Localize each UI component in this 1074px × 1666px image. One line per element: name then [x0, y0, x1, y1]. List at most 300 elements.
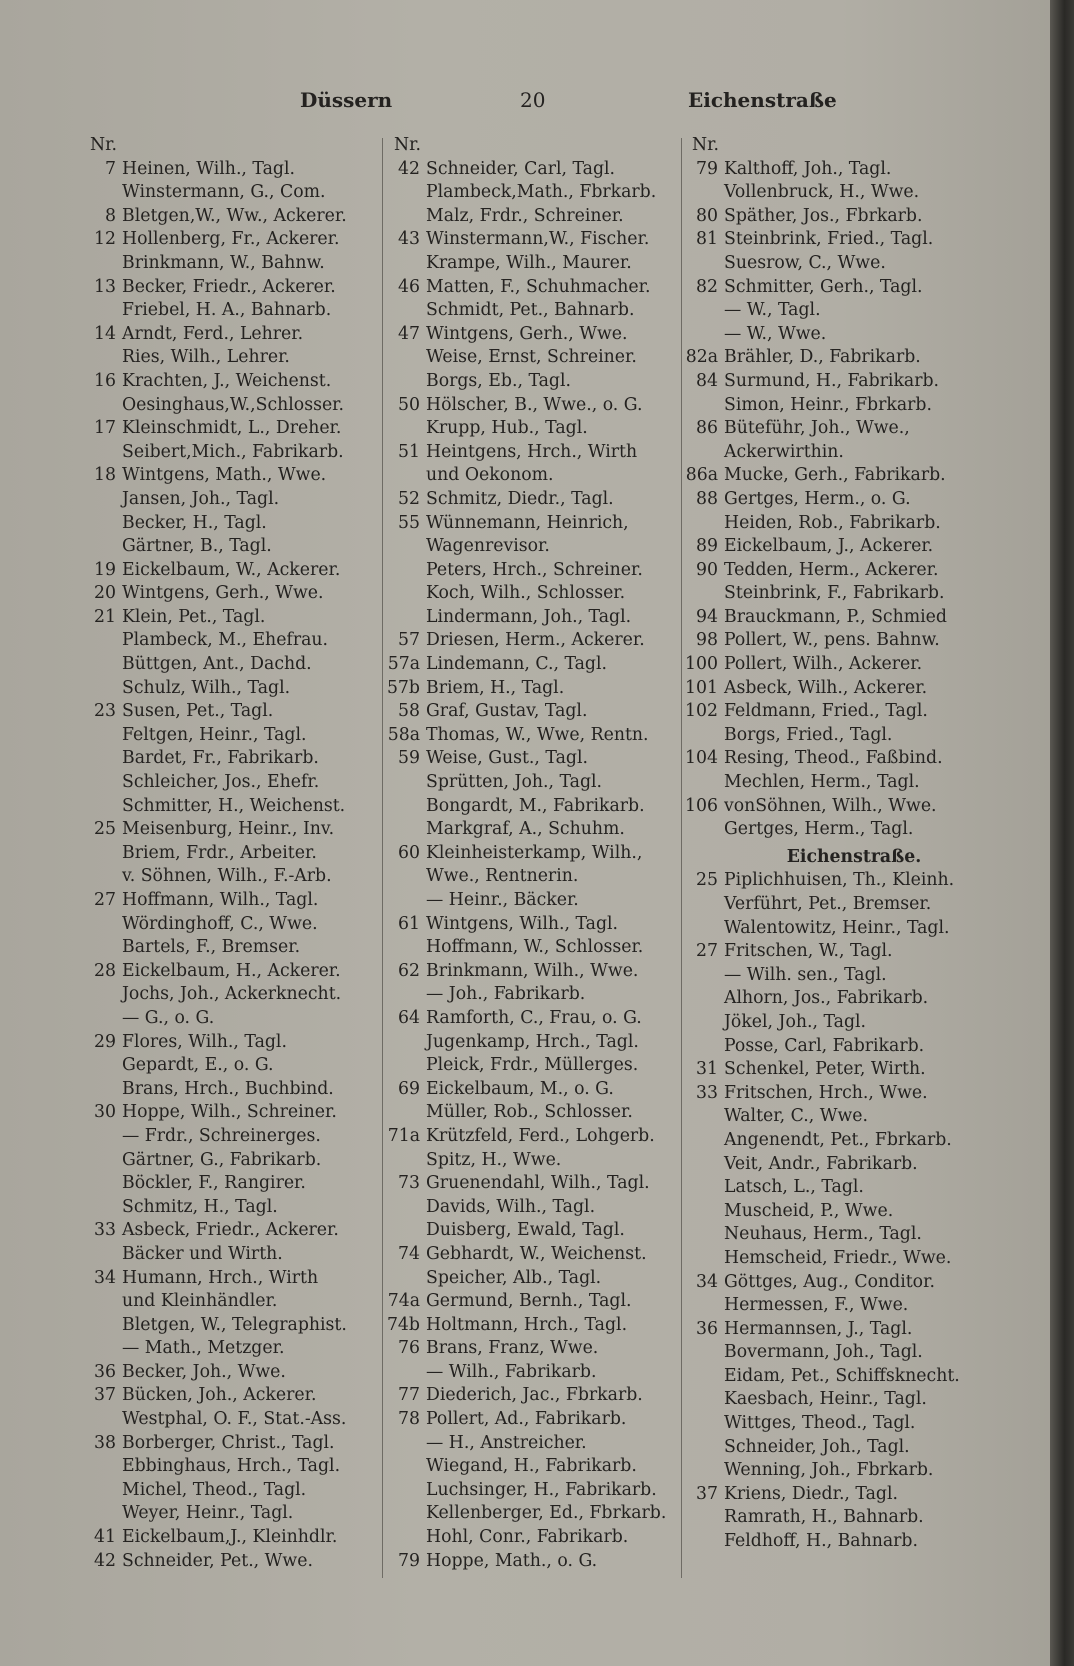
directory-entry [386, 1243, 686, 1267]
resident-entry: Becker, H., Tagl. [122, 512, 267, 533]
resident-entry: Mechlen, Herm., Tagl. [724, 772, 920, 793]
directory-entry [82, 299, 382, 323]
directory-entry [82, 1243, 382, 1267]
house-number: 19 [94, 559, 116, 580]
resident-entry: Winstermann, G., Com. [122, 182, 326, 203]
directory-entry [684, 747, 984, 771]
resident-entry: Latsch, L., Tagl. [724, 1177, 864, 1198]
directory-entry [386, 936, 686, 960]
resident-entry: Pollert, Ad., Fabrikarb. [426, 1409, 627, 1430]
directory-entry [82, 441, 382, 465]
resident-entry: Brans, Franz, Wwe. [426, 1338, 599, 1359]
directory-entry [386, 1101, 686, 1125]
resident-entry: Hohl, Conr., Fabrikarb. [426, 1527, 629, 1548]
directory-entry [386, 724, 686, 748]
house-number: 81 [696, 229, 718, 250]
directory-entry [386, 606, 686, 630]
directory-entry [684, 1129, 984, 1153]
resident-entry: Bücken, Joh., Ackerer. [122, 1385, 317, 1406]
directory-entry [82, 370, 382, 394]
resident-entry: Eickelbaum, H., Ackerer. [122, 960, 341, 981]
directory-entry [684, 818, 984, 842]
directory-entry [82, 795, 382, 819]
house-number: 21 [94, 606, 116, 627]
directory-entry [386, 1172, 686, 1196]
directory-entry [684, 917, 984, 941]
resident-entry: Späther, Jos., Fbrkarb. [724, 205, 923, 226]
house-number: 90 [696, 559, 718, 580]
resident-entry: Matten, F., Schuhmacher. [426, 276, 651, 297]
directory-entry [684, 724, 984, 748]
directory-entry [684, 1058, 984, 1082]
directory-entry [386, 1526, 686, 1550]
house-number: 76 [398, 1338, 420, 1359]
directory-entry [684, 346, 984, 370]
directory-entry [386, 205, 686, 229]
directory-entry [386, 417, 686, 441]
directory-entry [684, 653, 984, 677]
resident-entry: Bletgen,W., Ww., Ackerer. [122, 205, 347, 226]
directory-entry [386, 370, 686, 394]
house-number: 77 [398, 1385, 420, 1406]
entry-list [684, 869, 984, 1553]
resident-entry: — Math., Metzger. [122, 1338, 285, 1359]
resident-entry: Büttgen, Ant., Dachd. [122, 654, 312, 675]
directory-entry [386, 700, 686, 724]
directory-entry [684, 1011, 984, 1035]
house-number: 57 [398, 630, 420, 651]
directory-entry [684, 1247, 984, 1271]
house-number: 74a [387, 1291, 420, 1312]
resident-entry: Diederich, Jac., Fbrkarb. [426, 1385, 643, 1406]
resident-entry: Hermannsen, J., Tagl. [724, 1318, 913, 1339]
resident-entry: Speicher, Alb., Tagl. [426, 1267, 602, 1288]
resident-entry: Friebel, H. A., Bahnarb. [122, 300, 332, 321]
house-number: 100 [685, 654, 718, 675]
directory-entry [386, 441, 686, 465]
resident-entry: Luchsinger, H., Fabrikarb. [426, 1479, 657, 1500]
directory-entry [82, 1007, 382, 1031]
resident-entry: Wördinghoff, C., Wwe. [122, 913, 318, 934]
resident-entry: Graf, Gustav, Tagl. [426, 701, 588, 722]
resident-entry: Krützfeld, Ferd., Lohgerb. [426, 1125, 655, 1146]
directory-entry [684, 1459, 984, 1483]
directory-entry [386, 1502, 686, 1526]
directory-entry [82, 488, 382, 512]
resident-entry: Muscheid, P., Wwe. [724, 1200, 894, 1221]
column-divider [382, 138, 383, 1578]
resident-entry: Brauckmann, P., Schmied [724, 606, 947, 627]
resident-entry: Gruenendahl, Wilh., Tagl. [426, 1173, 650, 1194]
directory-entry [386, 464, 686, 488]
directory-entry [82, 629, 382, 653]
house-number: 25 [94, 819, 116, 840]
directory-entry [82, 228, 382, 252]
resident-entry: Plambeck, M., Ehefrau. [122, 630, 328, 651]
directory-entry [684, 441, 984, 465]
directory-entry [82, 1172, 382, 1196]
directory-entry [386, 771, 686, 795]
directory-entry [684, 181, 984, 205]
directory-entry [82, 535, 382, 559]
resident-entry: Verführt, Pet., Bremser. [724, 894, 932, 914]
directory-entry [684, 1341, 984, 1365]
house-number: 52 [398, 488, 420, 509]
directory-entry [386, 1314, 686, 1338]
directory-entry [386, 1031, 686, 1055]
directory-entry [82, 747, 382, 771]
house-number: 82a [685, 347, 718, 368]
directory-entry [684, 1271, 984, 1295]
house-number: 104 [685, 748, 718, 769]
resident-entry: Jugenkamp, Hrch., Tagl. [426, 1031, 639, 1052]
directory-entry [82, 1432, 382, 1456]
resident-entry: Bovermann, Joh., Tagl. [724, 1342, 923, 1363]
directory-entry [82, 323, 382, 347]
resident-entry: Asbeck, Wilh., Ackerer. [724, 677, 928, 698]
house-number: 82 [696, 276, 718, 297]
house-number: 51 [398, 441, 420, 462]
resident-entry: Simon, Heinr., Fbrkarb. [724, 394, 932, 415]
page-edge [1050, 0, 1074, 1666]
resident-entry: Schneider, Pet., Wwe. [122, 1550, 313, 1571]
directory-entry [684, 795, 984, 819]
house-number: 37 [696, 1483, 718, 1504]
directory-entry [684, 869, 984, 893]
house-number: 61 [398, 913, 420, 934]
resident-entry: Gärtner, B., Tagl. [122, 536, 272, 557]
resident-entry: Kellenberger, Ed., Fbrkarb. [426, 1503, 667, 1524]
house-number: 36 [94, 1361, 116, 1382]
resident-entry: Michel, Theod., Tagl. [122, 1479, 307, 1500]
directory-entry [386, 1078, 686, 1102]
directory-entry [386, 960, 686, 984]
house-number: 79 [398, 1550, 420, 1571]
resident-entry: Oesinghaus,W.,Schlosser. [122, 394, 345, 415]
directory-entry [386, 1196, 686, 1220]
resident-entry: Bartels, F., Bremser. [122, 937, 301, 958]
resident-entry: Bongardt, M., Fabrikarb. [426, 795, 645, 816]
resident-entry: Wünnemann, Heinrich, [426, 512, 629, 533]
directory-entry [82, 1290, 382, 1314]
directory-entry [386, 535, 686, 559]
resident-entry: Hoffmann, W., Schlosser. [426, 937, 644, 958]
house-number: 33 [94, 1220, 116, 1241]
column-3 [684, 134, 984, 1554]
house-number: 84 [696, 370, 718, 391]
resident-entry: Brinkmann, Wilh., Wwe. [426, 960, 639, 981]
house-number: 7 [105, 158, 116, 179]
resident-entry: — Heinr., Bäcker. [426, 890, 579, 910]
house-number: 46 [398, 276, 420, 297]
directory-entry [386, 1384, 686, 1408]
directory-entry [386, 889, 686, 913]
directory-entry [386, 747, 686, 771]
resident-entry: und Oekonom. [426, 465, 554, 486]
entry-list [684, 158, 984, 842]
resident-entry: — Wilh., Fabrikarb. [426, 1361, 597, 1382]
resident-entry: Wiegand, H., Fabrikarb. [426, 1456, 637, 1477]
column-2 [386, 134, 686, 1573]
directory-entry [386, 323, 686, 347]
resident-entry: Jochs, Joh., Ackerknecht. [122, 984, 342, 1005]
entry-list [386, 158, 686, 1574]
house-number: 79 [696, 158, 718, 179]
resident-entry: Winstermann,W., Fischer. [426, 229, 650, 250]
house-number: 38 [94, 1432, 116, 1453]
column-head: Nr. [90, 135, 117, 155]
directory-entry [82, 1267, 382, 1291]
directory-entry [684, 771, 984, 795]
resident-entry: Feldhoff, H., Bahnarb. [724, 1531, 918, 1552]
directory-entry [82, 1526, 382, 1550]
resident-entry: Flores, Wilh., Tagl. [122, 1031, 287, 1052]
resident-entry: — W., Tagl. [724, 300, 821, 321]
directory-entry [82, 346, 382, 370]
house-number: 60 [398, 842, 420, 863]
directory-entry [386, 1267, 686, 1291]
directory-entry [684, 323, 984, 347]
directory-entry [82, 936, 382, 960]
resident-entry: Alhorn, Jos., Fabrikarb. [724, 988, 929, 1009]
resident-entry: Posse, Carl, Fabrikarb. [724, 1035, 925, 1056]
directory-entry [82, 205, 382, 229]
house-number: 37 [94, 1385, 116, 1406]
header-street-left: Düssern [300, 88, 393, 112]
house-number: 101 [685, 677, 718, 698]
resident-entry: Surmund, H., Fabrikarb. [724, 370, 940, 391]
directory-entry [386, 276, 686, 300]
directory-entry [386, 677, 686, 701]
directory-entry [684, 582, 984, 606]
house-number: 57b [386, 677, 420, 698]
resident-entry: Kriens, Diedr., Tagl. [724, 1483, 898, 1504]
house-number: 58 [398, 701, 420, 722]
directory-entry [82, 1125, 382, 1149]
directory-entry [386, 629, 686, 653]
resident-entry: Wintgens, Gerh., Wwe. [426, 323, 628, 344]
resident-entry: und Kleinhändler. [122, 1291, 278, 1312]
resident-entry: Lindermann, Joh., Tagl. [426, 606, 632, 627]
house-number: 31 [696, 1059, 718, 1080]
house-number: 102 [685, 701, 718, 722]
directory-entry [386, 653, 686, 677]
resident-entry: Lindemann, C., Tagl. [426, 654, 608, 675]
directory-entry [82, 960, 382, 984]
resident-entry: Hoppe, Wilh., Schreiner. [122, 1102, 337, 1123]
resident-entry: Hoffmann, Wilh., Tagl. [122, 890, 319, 910]
resident-entry: Becker, Joh., Wwe. [122, 1361, 286, 1382]
directory-entry [684, 677, 984, 701]
resident-entry: Ebbinghaus, Hrch., Tagl. [122, 1456, 341, 1477]
directory-entry [684, 1105, 984, 1129]
column-head: Nr. [394, 135, 421, 155]
directory-entry [386, 795, 686, 819]
directory-entry [82, 181, 382, 205]
directory-entry [386, 865, 686, 889]
house-number: 64 [398, 1007, 420, 1028]
directory-entry [684, 512, 984, 536]
resident-entry: Briem, H., Tagl. [426, 677, 565, 698]
directory-entry [82, 1219, 382, 1243]
resident-entry: Eidam, Pet., Schiffsknecht. [724, 1365, 960, 1386]
resident-entry: Hoppe, Math., o. G. [426, 1550, 598, 1571]
directory-entry [386, 1290, 686, 1314]
directory-entry [386, 913, 686, 937]
directory-entry [684, 700, 984, 724]
directory-entry [82, 606, 382, 630]
house-number: 94 [696, 606, 718, 627]
resident-entry: Schulz, Wilh., Tagl. [122, 677, 291, 698]
directory-entry [82, 771, 382, 795]
house-number: 86a [685, 465, 718, 486]
directory-entry [82, 1054, 382, 1078]
directory-entry [386, 394, 686, 418]
resident-entry: Bardet, Fr., Fabrikarb. [122, 748, 319, 769]
resident-entry: Brans, Hrch., Buchbind. [122, 1078, 334, 1099]
directory-entry [82, 1031, 382, 1055]
house-number: 42 [94, 1550, 116, 1571]
resident-entry: Weise, Gust., Tagl. [426, 748, 588, 769]
resident-entry: Schmitter, Gerh., Tagl. [724, 276, 923, 297]
directory-entry [684, 1082, 984, 1106]
resident-entry: Driesen, Herm., Ackerer. [426, 630, 645, 651]
resident-entry: Duisberg, Ewald, Tagl. [426, 1220, 625, 1241]
resident-entry: Schmitz, H., Tagl. [122, 1196, 278, 1217]
resident-entry: Borberger, Christ., Tagl. [122, 1432, 335, 1453]
resident-entry: Hollenberg, Fr., Ackerer. [122, 229, 340, 250]
resident-entry: Wwe., Rentnerin. [426, 866, 579, 887]
directory-entry [684, 417, 984, 441]
directory-entry [684, 464, 984, 488]
directory-entry [386, 1432, 686, 1456]
directory-entry [386, 1361, 686, 1385]
resident-entry: Spitz, H., Wwe. [426, 1149, 562, 1170]
resident-entry: — G., o. G. [122, 1007, 215, 1028]
resident-entry: Meisenburg, Heinr., Inv. [122, 819, 335, 840]
resident-entry: Jökel, Joh., Tagl. [724, 1011, 867, 1032]
column-head: Nr. [692, 135, 719, 155]
house-number: 18 [94, 465, 116, 486]
directory-entry [386, 1479, 686, 1503]
house-number: 17 [94, 418, 116, 439]
resident-entry: — W., Wwe. [724, 323, 827, 344]
resident-entry: Wittges, Theod., Tagl. [724, 1413, 916, 1434]
house-number: 42 [398, 158, 420, 179]
header-street-right: Eichenstraße [688, 88, 837, 112]
directory-entry [684, 205, 984, 229]
resident-entry: Eickelbaum, M., o. G. [426, 1078, 614, 1099]
resident-entry: Koch, Wilh., Schlosser. [426, 583, 626, 604]
resident-entry: Markgraf, A., Schuhm. [426, 819, 625, 840]
directory-entry [386, 1408, 686, 1432]
resident-entry: Borgs, Fried., Tagl. [724, 724, 893, 745]
house-number: 58a [387, 724, 420, 745]
resident-entry: Hemscheid, Friedr., Wwe. [724, 1247, 952, 1268]
house-number: 78 [398, 1409, 420, 1430]
directory-entry [684, 1365, 984, 1389]
directory-entry [82, 394, 382, 418]
resident-entry: — Frdr., Schreinerges. [122, 1125, 321, 1146]
house-number: 88 [696, 488, 718, 509]
resident-entry: Susen, Pet., Tagl. [122, 701, 274, 722]
resident-entry: Veit, Andr., Fabrikarb. [724, 1153, 918, 1174]
resident-entry: Wintgens, Math., Wwe. [122, 465, 327, 486]
page-number: 20 [520, 88, 546, 112]
resident-entry: Germund, Bernh., Tagl. [426, 1291, 632, 1312]
directory-entry [684, 228, 984, 252]
house-number: 36 [696, 1318, 718, 1339]
resident-entry: Borgs, Eb., Tagl. [426, 370, 572, 391]
house-number: 33 [696, 1082, 718, 1103]
directory-entry [82, 700, 382, 724]
resident-entry: Ramrath, H., Bahnarb. [724, 1507, 924, 1528]
directory-entry [684, 276, 984, 300]
resident-entry: Gertges, Herm., Tagl. [724, 819, 914, 840]
resident-entry: Becker, Friedr., Ackerer. [122, 276, 336, 297]
directory-entry [684, 1200, 984, 1224]
resident-entry: Weise, Ernst, Schreiner. [426, 347, 637, 368]
resident-entry: Klein, Pet., Tagl. [122, 606, 266, 627]
house-number: 50 [398, 394, 420, 415]
resident-entry: Eickelbaum, W., Ackerer. [122, 559, 341, 580]
directory-entry [82, 677, 382, 701]
house-number: 69 [398, 1078, 420, 1099]
resident-entry: Eickelbaum,J., Kleinhdlr. [122, 1527, 338, 1548]
directory-entry [386, 842, 686, 866]
resident-entry: Schleicher, Jos., Ehefr. [122, 772, 320, 793]
directory-entry [82, 1408, 382, 1432]
house-number: 14 [94, 323, 116, 344]
resident-entry: Gebhardt, W., Weichenst. [426, 1243, 647, 1264]
directory-entry [386, 1455, 686, 1479]
resident-entry: Gärtner, G., Fabrikarb. [122, 1149, 322, 1170]
resident-entry: Wintgens, Wilh., Tagl. [426, 913, 619, 934]
directory-entry [386, 158, 686, 182]
directory-entry [684, 1483, 984, 1507]
directory-entry [386, 983, 686, 1007]
house-number: 55 [398, 512, 420, 533]
resident-entry: Büteführ, Joh., Wwe., [724, 418, 910, 439]
resident-entry: Gertges, Herm., o. G. [724, 488, 911, 509]
resident-entry: Briem, Frdr., Arbeiter. [122, 842, 317, 863]
house-number: 23 [94, 701, 116, 722]
resident-entry: Schmitz, Diedr., Tagl. [426, 488, 614, 509]
directory-entry [684, 987, 984, 1011]
directory-entry [386, 1125, 686, 1149]
resident-entry: Schneider, Carl, Tagl. [426, 158, 616, 179]
resident-entry: Wagenrevisor. [426, 536, 550, 557]
resident-entry: Plambeck,Math., Fbrkarb. [426, 182, 657, 203]
directory-entry [82, 1502, 382, 1526]
resident-entry: Tedden, Herm., Ackerer. [724, 559, 939, 580]
directory-entry [684, 1412, 984, 1436]
resident-entry: Pollert, W., pens. Bahnw. [724, 630, 940, 651]
house-number: 34 [94, 1267, 116, 1288]
directory-entry [684, 488, 984, 512]
house-number: 25 [696, 870, 718, 891]
directory-entry [82, 889, 382, 913]
column-1 [82, 134, 382, 1573]
directory-entry [82, 1361, 382, 1385]
house-number: 89 [696, 536, 718, 557]
resident-entry: Fritschen, Hrch., Wwe. [724, 1082, 928, 1103]
directory-entry [386, 1219, 686, 1243]
directory-entry [386, 181, 686, 205]
house-number: 73 [398, 1173, 420, 1194]
resident-entry: Peters, Hrch., Schreiner. [426, 559, 643, 580]
page-header [0, 88, 1050, 122]
